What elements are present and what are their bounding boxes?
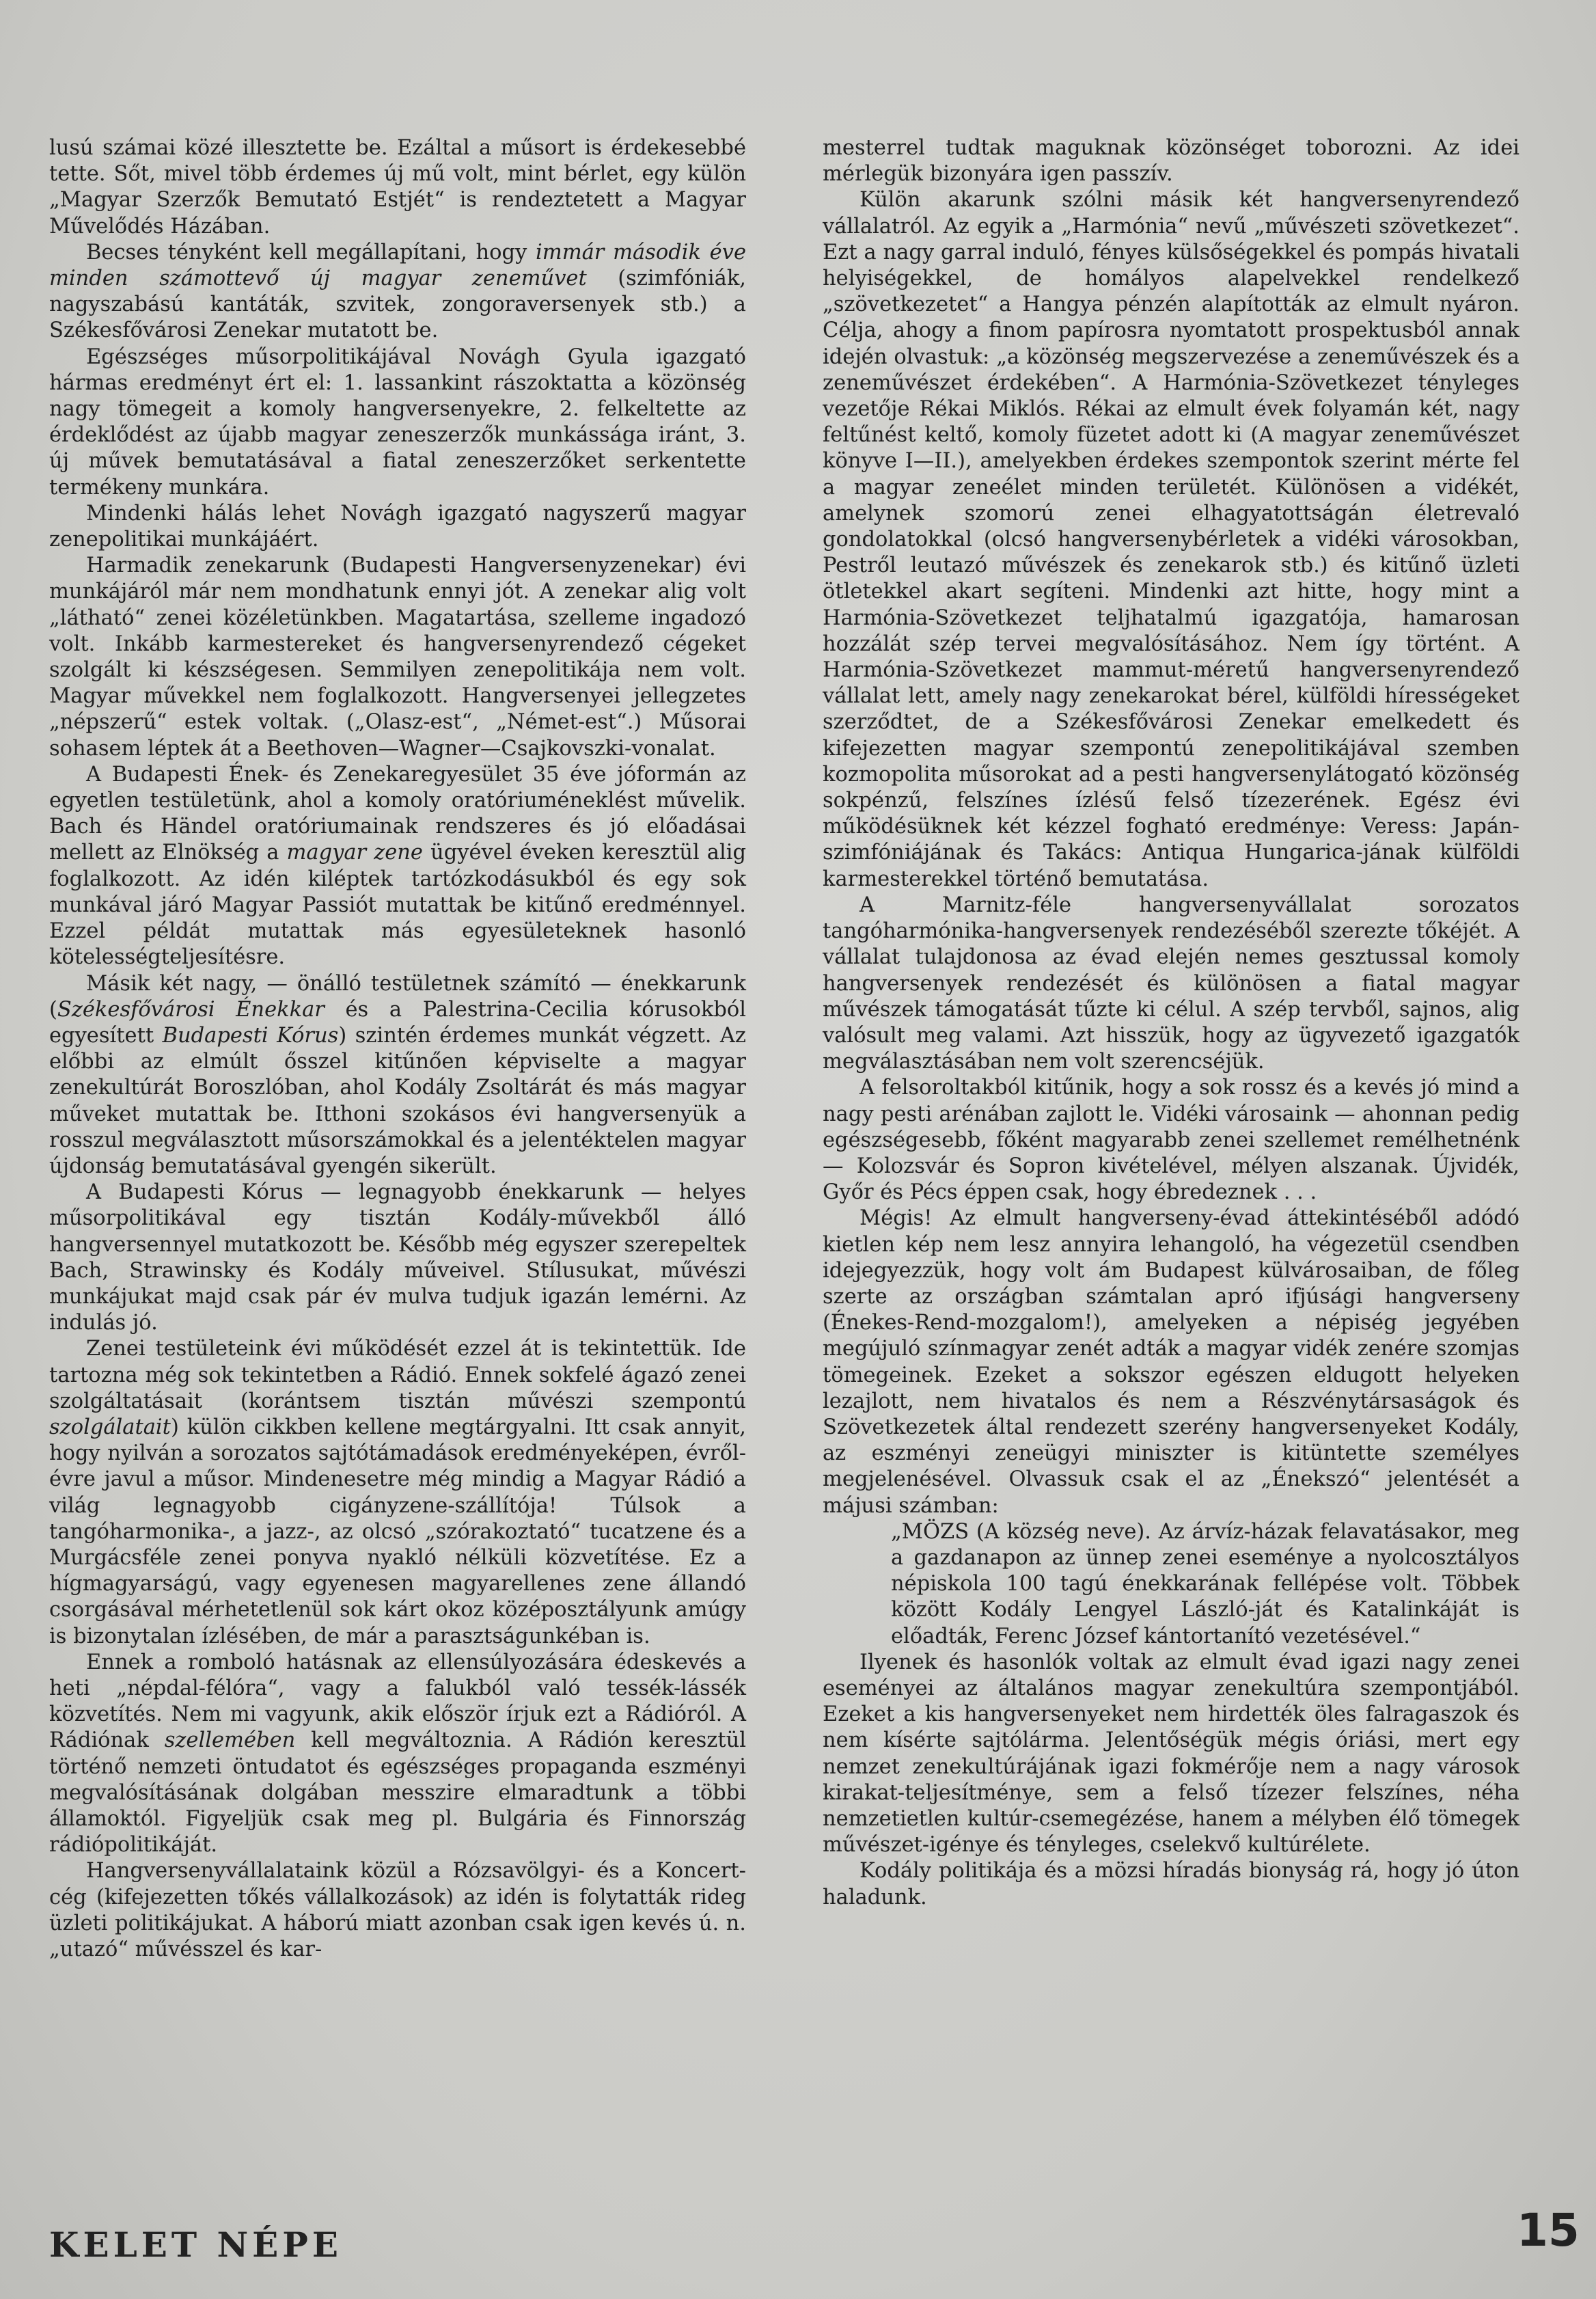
right-text-column (823, 135, 1519, 1911)
paragraph-text: Zenei testületeink évi működését ezzel át is tekintettük. Ide tartozna még sok tekintetben a Rádió. Ennek sokfelé ágazó zenei szolgáltatásait (korántsem tisztán művészi szempontú (49, 1337, 746, 1413)
emphasized-text: szolgálatait (49, 1415, 171, 1439)
emphasized-text: magyar zene (286, 841, 423, 865)
paragraph: Mindenki hálás lehet Novágh igazgató nagyszerű magyar zenepolitikai munkájáért. (49, 501, 746, 552)
paragraph-text: Becses tényként kell megállapítani, hogy (86, 240, 536, 264)
paragraph-text: és a Palestrina-Cecilia kórusokból egyesített (49, 997, 746, 1048)
paragraph: Hangversenyvállalataink közül a Rózsavölgyi- és a Koncert-cég (kifejezetten tőkés vállalkozások) az idén is folytatták rideg üzleti politikájukat. A háború miatt azonban csak igen kevés ú. n. „utazó“ művésszel és kar- (49, 1859, 746, 1962)
paragraph-text: Másik két nagy, — önálló testületnek számító — énekkarunk ( (49, 971, 746, 1022)
paragraph: mesterrel tudtak maguknak közönséget toborozni. Az idei mérlegük bizonyára igen passzív. (823, 136, 1519, 187)
paragraph (49, 971, 746, 1180)
paragraph: Harmadik zenekarunk (Budapesti Hangversenyzenekar) évi munkájáról már nem mondhatunk ennyi jót. A zenekar alig volt „látható“ zenei közéletünkben. Magatartása, szelleme ingadozó volt. Inkább karmestereket és hangversenyrendező cégeket szolgált ki készségesen. Semmilyen zenepolitikája nem volt. Magyar művekkel nem foglalkozott. Hangversenyei jellegzetes „népszerű“ estek voltak. („Olasz-est“, „Német-est“.) Műsorai sohasem léptek át a Beethoven—Wagner—Csajkovszki-vonalat. (49, 554, 746, 761)
paragraph: lusú számai közé illesztette be. Ezáltal a műsort is érdekesebbé tette. Sőt, mivel több érdemes új mű volt, mint bérlet, egy külön „Magyar Szerzők Bemutató Estjét“ is rendeztetett a Magyar Művelődés Házában. (49, 136, 746, 239)
paragraph: „MÖZS (A község neve). Az árvíz-házak felavatásakor, meg a gazdanapon az ünnep zenei eseménye a nyolcosztályos népiskola 100 tagú énekkarának fellépése volt. Többek között Kodály Lengyel László-ját és Katalinkáját is előadták, Ferenc József kántortanító vezetésével.“ (891, 1519, 1519, 1648)
paragraph (49, 1650, 746, 1859)
emphasized-text: immár második éve minden számottevő új magyar zeneművet (49, 240, 746, 291)
paragraph: Mégis! Az elmult hangverseny-évad áttekintéséből adódó kietlen kép nem lesz annyira lehangoló, ha végezetül csendben idejegyezzük, hogy volt ám Budapest külvárosaiban, de főleg szerte az országban számtalan apró ifjúsági hangverseny (Énekes-Rend-mozgalom!), amelyeken a népiség jegyében megújuló színmagyar zenét adták a magyar vidék zenére szomjas tömegeinek. Ezeket a sokszor egészen eldugott helyeken lezajlott, nem hivatalos és nem a Részvénytársaságok és Szövetkezetek által rendezett szerény hangversenyeket Kodály, az eszményi zeneügyi miniszter is kitüntette személyes megjelenésével. Olvassuk csak el az „Énekszó“ jelentését a májusi számban: (823, 1206, 1519, 1518)
paragraph: A Marnitz-féle hangversenyvállalat sorozatos tangóharmónika-hangversenyek rendezéséből szerezte tőkéjét. A vállalat tulajdonosa az évad elején nemes gesztussal komoly hangversenyek rendezését és különösen a fiatal magyar művészek támogatását tűzte ki célul. A szép tervből, sajnos, alig valósult meg valami. Azt hisszük, hogy az ügyvezető igazgatók megválasztásában nem volt szerencséjük. (823, 893, 1519, 1074)
paragraph (49, 240, 746, 344)
paragraph: Külön akarunk szólni másik két hangversenyrendező vállalatról. Az egyik a „Harmónia“ nevű „művészeti szövetkezet“. Ezt a nagy garral induló, fényes külsőségekkel és pompás hivatali helyiségekkel, de homályos alapelvekkel rendelkező „szövetkezetet“ a Hangya pénzén alapították az elmult nyáron. Célja, ahogy a finom papírosra nyomtatott prospektusból annak idején olvastuk: „a közönség megszervezése a zeneművészek és a zeneművészet érdekében“. A Harmónia-Szövetkezet tényleges vezetője Rékai Miklós. Rékai az elmult évek folyamán két, nagy feltűnést keltő, komoly füzetet adott ki (A magyar zeneművészet könyve I—II.), amelyekben érdekes szempontok szerint mérte fel a magyar zeneélet minden területét. Különösen a vidékét, amelynek szomorú zenei elhagyatottságán életrevaló gondolatokkal (olcsó hangversenybérletek a vidéki városokban, Pestről leutazó művészek és zenekarok stb.) és kitűnő üzleti ötletekkel akart segíteni. Mindenki azt hitte, hogy mint a Harmónia-Szövetkezet teljhatalmú igazgatója, hamarosan hozzálát szép tervei megvalósításához. Nem így történt. A Harmónia-Szövetkezet mammut-méretű hangversenyrendező vállalat lett, amely nagy zenekarokat bérel, külföldi hírességeket szerződtet, de a Székesfővárosi Zenekar emelkedett és kifejezetten magyar szempontú zenepolitikájával szemben kozmopolita műsorokat ad a pesti hangversenylátogató közönség sokpénzű, felszínes ízlésű felső tízezerének. Egész évi működésüknek két kézzel fogható eredménye: Veress: Japán-szimfóniájának és Takács: Antiqua Hungarica-jának külföldi karmesterekkel történő bemutatása. (823, 188, 1519, 891)
emphasized-text: Székesfővárosi Énekkar (57, 997, 325, 1022)
magazine-title: KELET NÉPE (49, 2225, 342, 2265)
paragraph (49, 762, 746, 971)
paragraph: A Budapesti Kórus — legnagyobb énekkarunk — helyes műsorpolitikával egy tisztán Kodály-művekből álló hangversennyel mutatkozott be. Később még egyszer szerepeltek Bach, Strawinsky és Kodály műveivel. Stílusukat, művészi munkájukat majd csak pár év mulva tudjuk igazán lemérni. Az indulás jó. (49, 1180, 746, 1335)
paragraph-text: ) szintén érdemes munkát végzett. Az előbbi az elmúlt ősszel kitűnően képviselte a magyar zenekultúrát Boroszlóban, ahol Kodály Zsoltárát és más magyar műveket mutattak be. Itthoni szokásos évi hangversenyük a rosszul megválasztott műsorszámokkal és a jelentéktelen magyar újdonság bemutatásával gyengén sikerült. (49, 1023, 746, 1178)
paragraph: Kodály politikája és a mözsi híradás bionyság rá, hogy jó úton haladunk. (823, 1859, 1519, 1909)
paragraph-text: ügyével éveken keresztül alig foglalkozott. Az idén kiléptek tartózkodásukból és egy sok munkával járó Magyar Passiót mutattak be kitűnő eredménnyel. Ezzel példát mutattak más egyesületeknek hasonló kötelességteljesítésre. (49, 841, 747, 970)
paragraph-text: Ennek a romboló hatásnak az ellensúlyozására édeskevés a heti „népdal-félóra“, vagy a falukból való tessék-lássék közvetítés. Nem mi vagyunk, akik először írjuk ezt a Rádióról. A Rádiónak (49, 1650, 746, 1753)
emphasized-text: Budapesti Kórus (162, 1023, 339, 1048)
paragraph: Ilyenek és hasonlók voltak az elmult évad igazi nagy zenei eseményei az általános magyar zenekultúra szempontjából. Ezeket a kis hangversenyeket nem hirdették öles falragaszok és nem kísérte sajtólárma. Jelentőségük mégis óriási, mert egy nemzet zenekultúrájának igazi fokmérője nem a nagy városok kirakat-teljesítménye, sem a felső tízezer felszínes, néha nemzetietlen kultúr-csemegézése, hanem a mélyben élő tömegek művészet-igénye és tényleges, cselekvő kultúrélete. (823, 1650, 1519, 1858)
left-text-column (49, 135, 746, 1963)
paragraph: Egészséges műsorpolitikájával Novágh Gyula igazgató hármas eredményt ért el: 1. lassankint rászoktatta a közönség nagy tömegeit a komoly hangversenyekre, 2. felkeltette az érdeklődést az újabb magyar zeneszerzők munkássága iránt, 3. új művek bemutatásával a fiatal zeneszerzőket serkentette termékeny munkára. (49, 344, 746, 500)
paragraph-text: (szimfóniák, nagyszabású kantáták, szvitek, zongoraversenyek stb.) a Székesfővárosi Zenekar mutatott be. (49, 267, 746, 343)
paragraph-text: kell megváltoznia. A Rádión keresztül történő nemzeti öntudatot és egészséges propaganda eszményi megvalósításának dolgában messzire elmaradtunk a többi államoktól. Figyeljük csak meg pl. Bulgária és Finnország rádiópolitikáját. (49, 1728, 746, 1858)
paragraph-text: ) külön cikkben kellene megtárgyalni. Itt csak annyit, hogy nyilván a sorozatos sajtótámadások eredményeképen, évről-évre javul a műsor. Mindenesetre még mindig a Magyar Rádió a világ legnagyobb cigányzene-szállítója! Túlsok a tangóharmonika-, a jazz-, az olcsó „szórakoztató“ tucatzene és a Murgácsféle zenei ponyva nyakló nélküli közvetítése. Ez a hígmagyarságú, vagy egyenesen magyarellenes zene állandó csorgásával mérhetetlenül sok kárt okoz középosztályunk amúgy is bizonytalan ízlésében, de már a parasztságunkéban is. (49, 1415, 746, 1648)
paragraph-text: A Budapesti Ének- és Zenekaregyesület 35 éve jóformán az egyetlen testületünk, ahol a komoly oratóriuméneklést művelik. Bach és Händel oratóriumainak rendszeres és jó előadásai mellett az Elnökség a (49, 762, 746, 865)
paragraph (49, 1336, 746, 1649)
paragraph: A felsoroltakból kitűnik, hogy a sok rossz és a kevés jó mind a nagy pesti arénában zajlott le. Vidéki városaink — ahonnan pedig egészségesebb, főként magyarabb zenei szellemet remélhetnénk — Kolozsvár és Sopron kivételével, mélyen alszanak. Újvidék, Győr és Pécs éppen csak, hogy ébredeznek . . . (823, 1076, 1519, 1205)
emphasized-text: szellemében (164, 1728, 296, 1753)
page-number: 15 (1517, 2204, 1580, 2257)
